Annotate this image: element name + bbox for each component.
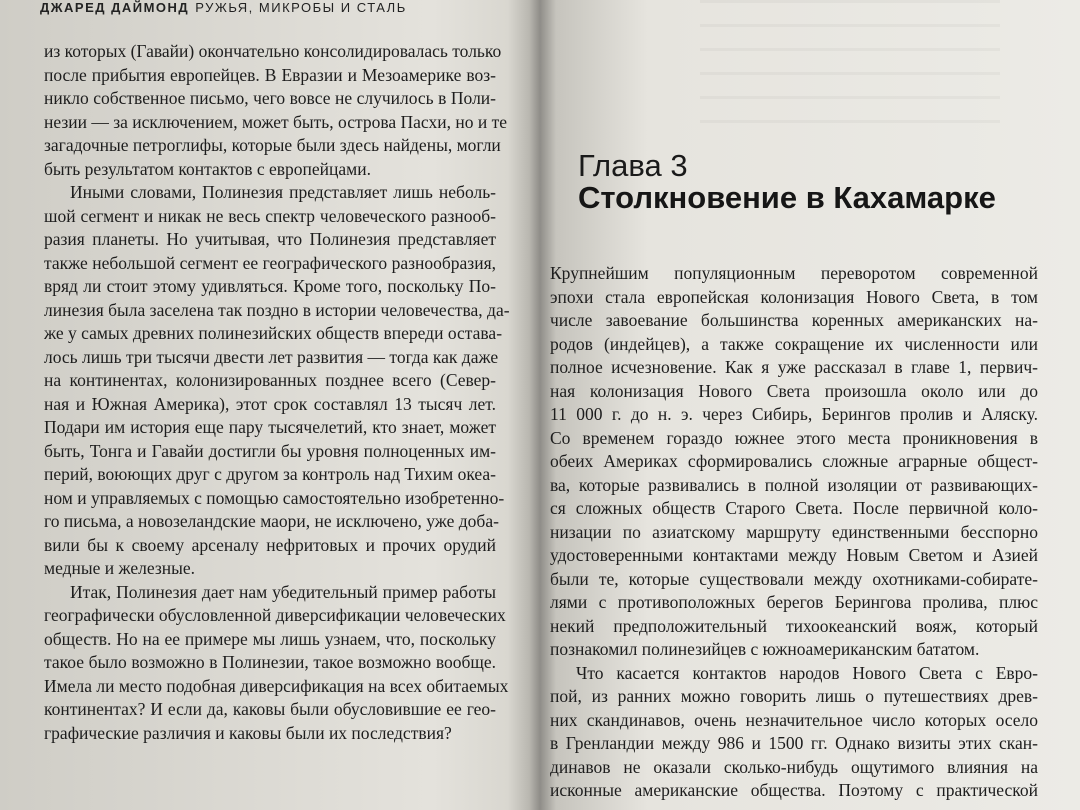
right-page-line: некий предположительный тихоокеанский вояж, который	[550, 615, 1038, 636]
left-page-line: из которых (Гавайи) окончательно консолидировалась только	[44, 41, 502, 61]
right-page-line: низации по азиатскому маршруту единственными бесспорно	[550, 521, 1038, 542]
right-page-line: числе завоевание большинства коренных американских на-	[550, 310, 1038, 330]
left-page-line: медные и железные.	[44, 558, 196, 578]
left-page-line: обществ. Но на ее примере мы лишь узнаем, что, поскольку	[44, 628, 496, 649]
right-page-line: ся сложных обществ Старого Света. После первичной коло-	[550, 498, 1038, 518]
left-page-line: Итак, Полинезия дает нам убедительный пример работы	[70, 581, 496, 602]
right-page-line: были те, которые существовали между охотниками-собирате-	[550, 568, 1038, 589]
left-page-line: после прибытия европейцев. В Евразии и Мезоамерике воз-	[44, 64, 496, 85]
left-page-line: ная и Южная Америка), этот срок составлял 13 тысяч лет.	[44, 393, 496, 414]
right-page-line: лями с противоположных берегов Берингова пролива, плюс	[550, 592, 1038, 612]
running-head	[40, 0, 407, 20]
left-page-line: Иными словами, Полинезия представляет лишь неболь-	[70, 182, 496, 202]
right-page-line: Крупнейшим популяционным переворотом современной	[550, 263, 1038, 283]
left-page-line: континентах? И если да, каковы были обусловившие ее гео-	[44, 699, 496, 719]
left-page-line: вряд ли стоит этому удивляться. Кроме того, поскольку По-	[44, 276, 496, 296]
right-page-line: исконные американские общества. Поэтому с практической	[550, 780, 1038, 800]
right-page-line: Что касается контактов народов Нового Света с Евро-	[576, 662, 1038, 683]
chapter-number: Глава 3	[578, 148, 688, 183]
left-page-line: го письма, а новозеландские маори, не исключено, уже доба-	[44, 511, 499, 531]
left-page-line: быть результатом контактов с европейцами.	[44, 158, 371, 179]
right-page-line: ва, которые развивались в полной изоляции от развивающих-	[550, 474, 1038, 495]
right-page-line: удостоверенными контактами между Новым Светом и Азией	[550, 545, 1038, 565]
left-page-line: такое было возможно в Полинезии, такое возможно вообще.	[44, 652, 496, 672]
left-page-line: линезия была заселена так поздно в истории человечества, да-	[44, 299, 510, 320]
right-page-line: обеих Америках сформировались сложные аграрные общест-	[550, 451, 1038, 471]
left-page-line: ном и управляемых с помощью самостоятельно изобретенно-	[44, 487, 505, 508]
left-page-line: никло собственное письмо, чего вовсе не случилось в Поли-	[44, 88, 496, 108]
left-page-line: шой сегмент и никак не весь спектр человеческого разнооб-	[44, 205, 496, 226]
left-page-line: графические различия и каковы были их последствия?	[44, 722, 452, 743]
left-page-text	[44, 40, 510, 745]
right-page-line: родов (индейцев), а также сокращение их численности или	[550, 333, 1038, 354]
left-page-line: лось лишь три тысячи двести лет развития — тогда как даже	[44, 346, 499, 367]
right-page-line: них скандинавов, очень незначительное число которых осело	[550, 709, 1038, 730]
right-page-line: пой, из ранних можно говорить лишь о путешествиях древ-	[550, 686, 1038, 706]
left-page-line: незии — за исключением, может быть, острова Пасхи, но и те	[44, 111, 507, 132]
left-page	[0, 0, 525, 810]
left-page-line: на континентах, колонизированных позднее всего (Север-	[44, 370, 496, 390]
right-page-line: эпохи стала европейская колонизация Нового Света, в том	[550, 286, 1038, 307]
left-page-line: перий, воюющих друг с другом за контроль над Тихим океа-	[44, 464, 497, 484]
right-page-line: познакомил полинезийцев с южноамериканским бататом.	[550, 639, 980, 659]
left-page-line: быть, Тонга и Гавайи достигли бы уровня полноценных им-	[44, 440, 496, 461]
left-page-line: же у самых древних полинезийских обществ впереди остава-	[44, 323, 503, 343]
right-page-line: в Гренландии между 986 и 1500 гг. Однако визиты этих скан-	[550, 733, 1038, 753]
right-page-line: 11 000 г. до н. э. через Сибирь, Берингов пролив и Аляску.	[550, 404, 1038, 424]
left-page-line: разия планеты. Но учитывая, что Полинезия представляет	[44, 229, 496, 249]
left-page-line: также небольшой сегмент ее географического разнообразия,	[44, 252, 496, 273]
right-page	[540, 0, 1080, 810]
right-page-line: Со временем гораздо южнее этого места проникновения в	[550, 427, 1038, 448]
left-page-line: вили бы к своему арсеналу нефритовых и прочих орудий	[44, 534, 496, 555]
left-page-line: загадочные петроглифы, которые были здесь найдены, могли	[44, 135, 501, 155]
running-head-book-title: РУЖЬЯ, МИКРОБЫ И СТАЛЬ	[195, 0, 407, 15]
left-page-line: географически обусловленной диверсификации человеческих	[44, 605, 506, 625]
right-page-text	[550, 262, 1038, 803]
right-page-line: динавов не оказали сколько-нибудь ощутимого влияния на	[550, 756, 1038, 777]
left-page-line: Подари им история еще пару тысячелетий, кто знает, может	[44, 417, 496, 437]
left-page-line: Имела ли место подобная диверсификация на всех обитаемых	[44, 675, 509, 696]
right-page-line: полное исчезновение. Как я уже рассказал в главе 1, первич-	[550, 357, 1038, 377]
running-head-author: ДЖАРЕД ДАЙМОНД	[40, 0, 190, 15]
right-page-line: ная колонизация Нового Света произошла около или до	[550, 380, 1038, 401]
chapter-title: Столкновение в Кахамарке	[578, 180, 996, 215]
